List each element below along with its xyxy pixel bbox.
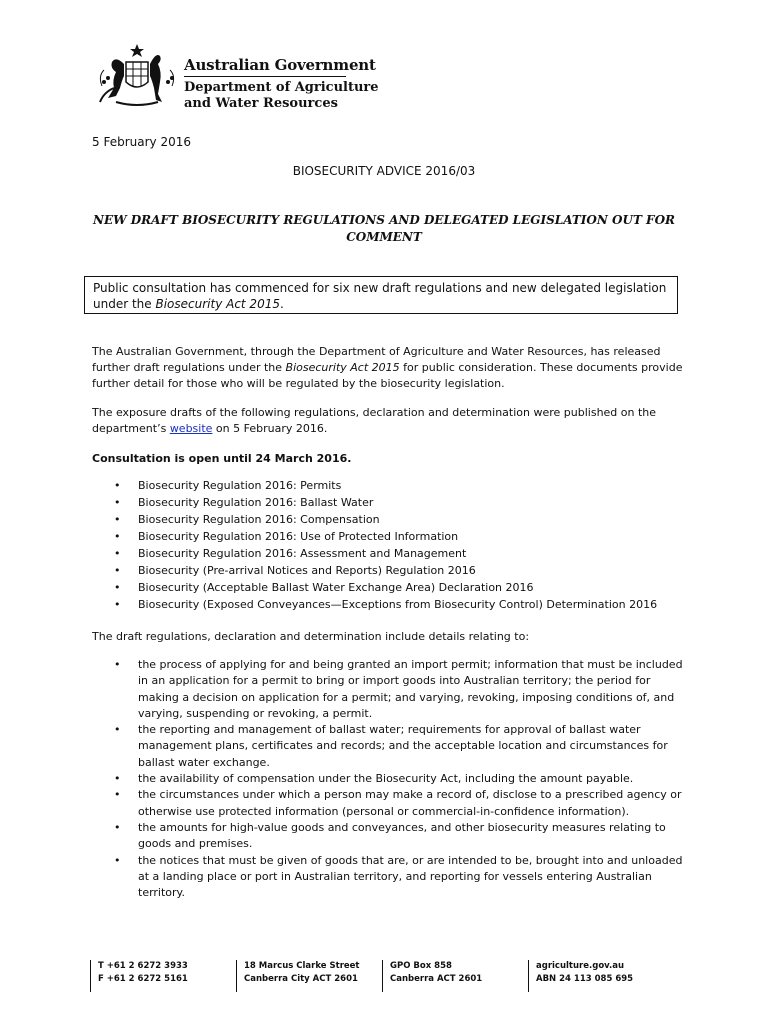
details-list xyxy=(92,657,692,901)
footer-phone-column xyxy=(90,960,188,992)
logo-department-line1: Department of Agriculture xyxy=(184,80,379,95)
logo-divider xyxy=(184,76,346,77)
footer-abn: ABN 24 113 085 695 xyxy=(536,974,634,984)
list-item: • Biosecurity Regulation 2016: Compensation xyxy=(92,511,692,528)
details-intro: The draft regulations, declaration and determination include details relating to: xyxy=(92,630,530,643)
document-headline: NEW DRAFT BIOSECURITY REGULATIONS AND DELEGATED LEGISLATION OUT FOR COMMENT xyxy=(93,213,675,244)
footer-street-line1: 18 Marcus Clarke Street xyxy=(244,961,360,971)
list-item: • the reporting and management of ballast water; requirements for approval of ballast water management plans, certificates and records; and the acceptable location and circumstances for ballast water exchange. xyxy=(92,722,692,771)
footer-fax: F +61 2 6272 5161 xyxy=(98,974,188,984)
logo-government-name: Australian Government xyxy=(184,56,376,74)
summary-callout xyxy=(84,276,678,314)
document-date: 5 February 2016 xyxy=(92,135,191,149)
list-item: • Biosecurity (Acceptable Ballast Water Exchange Area) Declaration 2016 xyxy=(92,579,692,596)
website-link[interactable]: website xyxy=(169,422,213,435)
logo-wordmark xyxy=(184,56,379,112)
list-item: • Biosecurity Regulation 2016: Assessment and Management xyxy=(92,545,692,562)
list-item: • the process of applying for and being granted an import permit; information that must be included in an application for a permit to bring or import goods into Australian territory; the period for making a decision on application for a permit; and varying, revoking, imposing conditions of, and varying, suspending or revoking, a permit. xyxy=(92,657,692,722)
list-item: • the notices that must be given of goods that are, or are intended to be, brought into and unloaded at a landing place or port in Australian territory, and reporting for vessels entering Australian territory. xyxy=(92,853,692,902)
footer-postal-column xyxy=(382,960,482,992)
footer-postal-line1: GPO Box 858 xyxy=(390,961,452,971)
list-item: • Biosecurity Regulation 2016: Permits xyxy=(92,477,692,494)
regulations-list xyxy=(92,477,692,613)
coat-of-arms-icon xyxy=(96,42,178,108)
intro-act-name: Biosecurity Act 2015 xyxy=(285,361,400,374)
list-item: • the amounts for high-value goods and conveyances, and other biosecurity measures relating to goods and premises. xyxy=(92,820,692,853)
list-item: • Biosecurity Regulation 2016: Ballast Water xyxy=(92,494,692,511)
footer-web-column xyxy=(528,960,633,992)
list-item: • the availability of compensation under the Biosecurity Act, including the amount payable. xyxy=(92,771,692,787)
footer-website: agriculture.gov.au xyxy=(536,961,625,971)
callout-text-end: . xyxy=(279,297,284,311)
footer-postal-line2: Canberra ACT 2601 xyxy=(390,974,483,984)
intro-text: The Australian Government, through the Department of Agriculture and Water Resources, has released further draft regulations under the xyxy=(92,345,661,374)
list-item: • Biosecurity (Exposed Conveyances—Exceptions from Biosecurity Control) Determination 2016 xyxy=(92,596,692,613)
exposure-drafts-paragraph xyxy=(92,405,692,437)
contact-footer xyxy=(90,960,690,992)
footer-street-column xyxy=(236,960,359,992)
advice-number: BIOSECURITY ADVICE 2016/03 xyxy=(292,164,476,178)
footer-phone: T +61 2 6272 3933 xyxy=(98,961,188,971)
consultation-deadline: Consultation is open until 24 March 2016. xyxy=(92,452,352,465)
list-item: • Biosecurity Regulation 2016: Use of Protected Information xyxy=(92,528,692,545)
exposure-text: The exposure drafts of the following regulations, declaration and determination were published on the department’s xyxy=(92,406,657,435)
footer-street-line2: Canberra City ACT 2601 xyxy=(244,974,358,984)
callout-text: Public consultation has commenced for six new draft regulations and new delegated legislation under the xyxy=(93,281,667,311)
list-item: • Biosecurity (Pre-arrival Notices and Reports) Regulation 2016 xyxy=(92,562,692,579)
exposure-text-end: on 5 February 2016. xyxy=(212,422,328,435)
callout-act-name: Biosecurity Act 2015 xyxy=(155,297,280,311)
list-item: • the circumstances under which a person may make a record of, disclose to a prescribed agency or otherwise use protected information (personal or commercial-in-confidence information). xyxy=(92,787,692,820)
intro-paragraph xyxy=(92,344,692,392)
intro-text-end: for public consideration. These documents provide further detail for those who will be regulated by the biosecurity legislation. xyxy=(92,361,683,390)
logo-department-line2: and Water Resources xyxy=(184,96,338,111)
government-logo xyxy=(96,42,379,118)
